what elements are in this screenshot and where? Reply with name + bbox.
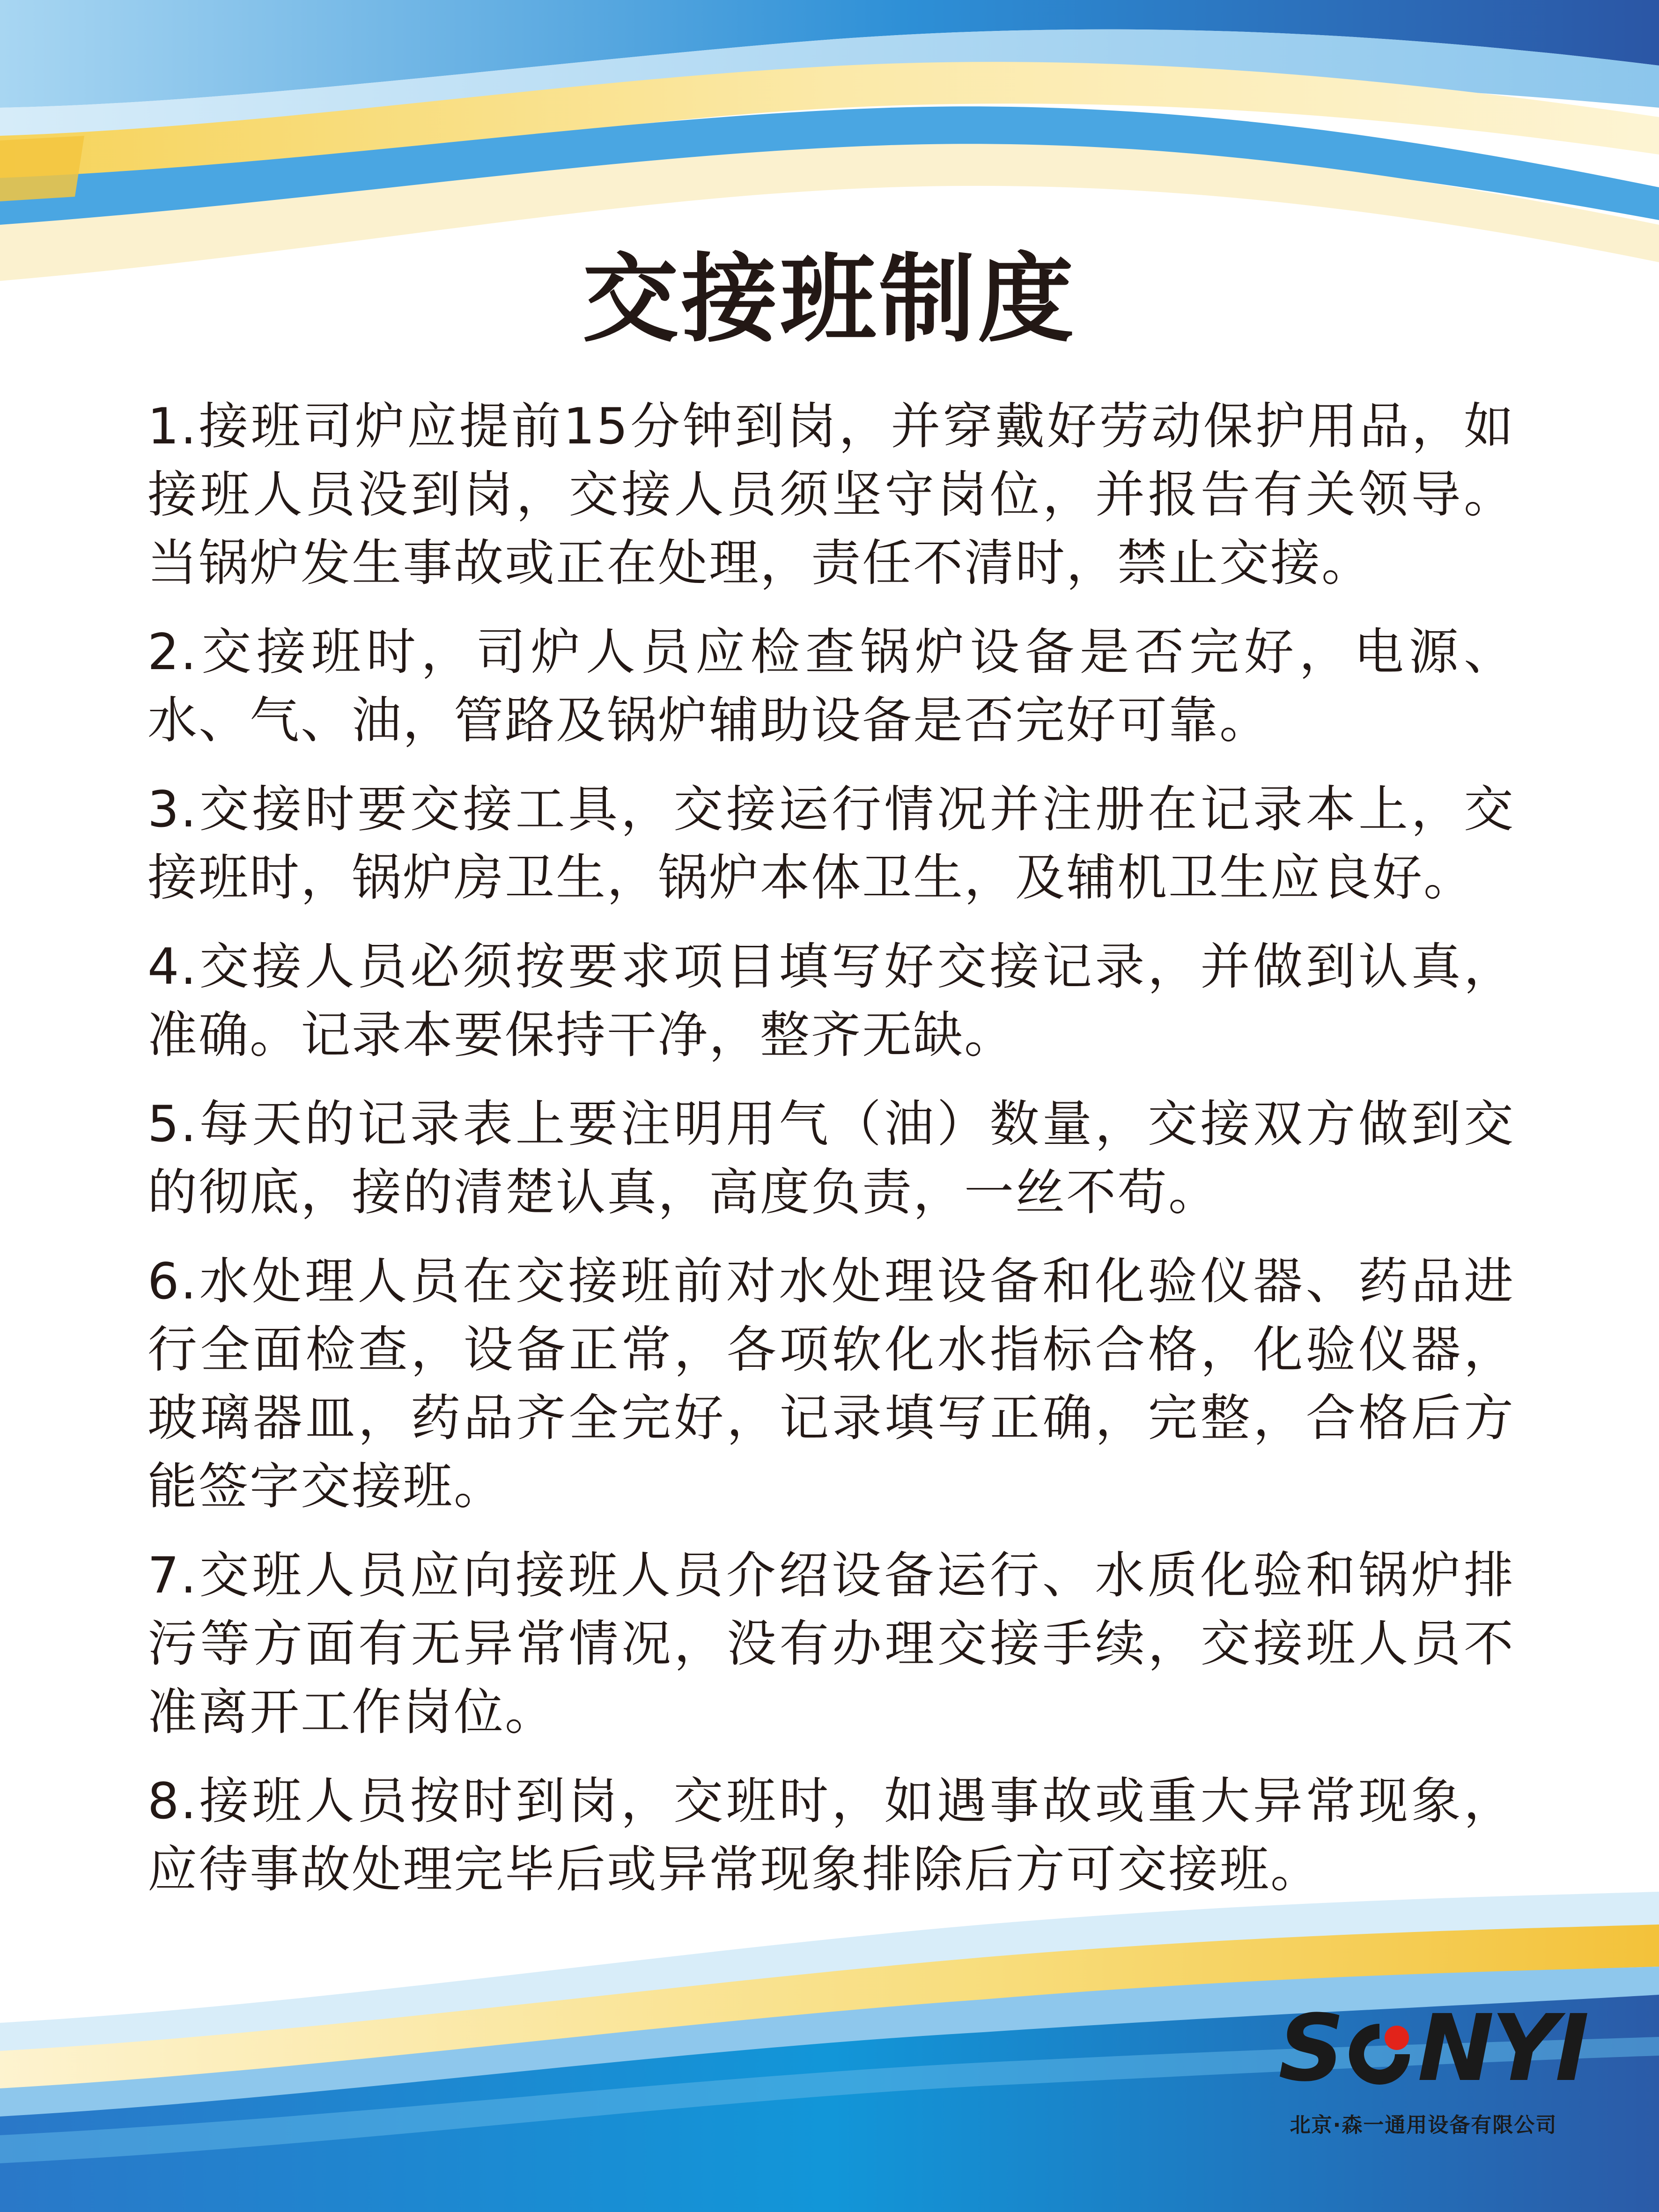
company-name: 北京·森一通用设备有限公司 — [1290, 2113, 1557, 2137]
logo-letters-right: NYI — [1417, 1995, 1587, 2102]
rule-item: 1.接班司炉应提前15分钟到岗，并穿戴好劳动保护用品，如接班人员没到岗，交接人员须坚守岗位，并报告有关领导。当锅炉发生事故或正在处理，责任不清时，禁止交接。 — [147, 398, 1515, 592]
rule-item: 8.接班人员按时到岗，交班时，如遇事故或重大异常现象，应待事故处理完毕后或异常现象排除后方可交接班。 — [147, 1772, 1515, 1898]
rule-item: 7.交班人员应向接班人员介绍设备运行、水质化验和锅炉排污等方面有无异常情况，没有办理交接手续，交接班人员不准离开工作岗位。 — [147, 1547, 1515, 1741]
page-title: 交接班制度 — [582, 244, 1077, 355]
rule-item: 2.交接班时，司炉人员应检查锅炉设备是否完好，电源、水、气、油，管路及锅炉辅助设备是否完好可靠。 — [147, 623, 1515, 749]
rule-item: 6.水处理人员在交接班前对水处理设备和化验仪器、药品进行全面检查，设备正常，各项软化水指标合格，化验仪器，玻璃器皿，药品齐全完好，记录填写正确，完整，合格后方能签字交接班。 — [147, 1253, 1515, 1515]
logo-letters-left: S — [1278, 1995, 1342, 2102]
rules-list — [147, 392, 1515, 1924]
rule-item: 3.交接时要交接工具，交接运行情况并注册在记录本上，交接班时，锅炉房卫生，锅炉本体卫生，及辅机卫生应良好。 — [147, 781, 1515, 907]
rule-item: 4.交接人员必须按要求项目填写好交接记录，并做到认真，准确。记录本要保持干净，整齐无缺。 — [147, 938, 1515, 1064]
logo-ring-icon — [1344, 2013, 1415, 2084]
rule-item: 5.每天的记录表上要注明用气（油）数量，交接双方做到交的彻底，接的清楚认真，高度负责，一丝不苟。 — [147, 1095, 1515, 1221]
logo-wordmark — [1278, 1995, 1587, 2102]
company-logo — [1278, 1995, 1587, 2145]
